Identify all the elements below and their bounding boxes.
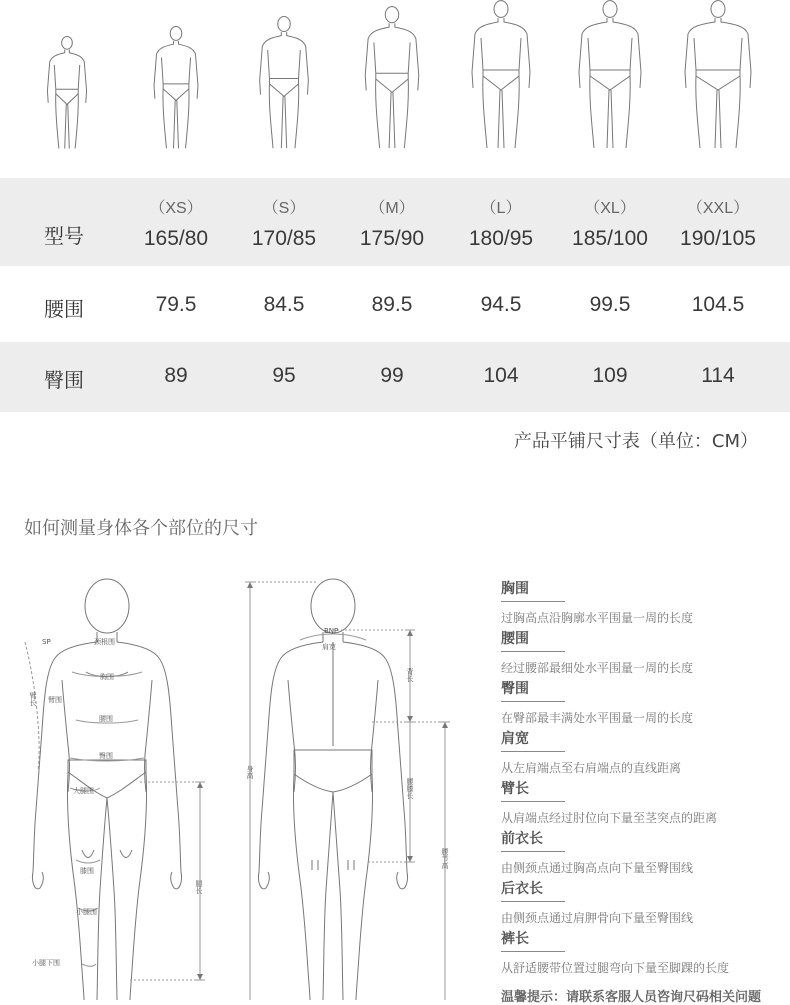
size-model: 165/80 <box>143 227 209 250</box>
definition-text: 从左肩端点至右肩端点的直线距离 <box>501 761 682 775</box>
definition-term: 肩宽 <box>501 728 565 752</box>
label-shoulder-width: 肩宽 <box>322 643 336 651</box>
waist-value: 84.5 <box>263 293 305 316</box>
definition-term: 后衣长 <box>501 878 565 902</box>
definition-term: 臀围 <box>501 678 565 702</box>
waist-value: 99.5 <box>589 293 631 316</box>
label-chest: 胸围 <box>100 673 114 681</box>
size-model: 175/90 <box>359 227 425 250</box>
definition-item <box>501 878 790 928</box>
sizing-tip: 温馨提示：请联系客服人员咨询尺码相关问题 <box>501 990 762 1005</box>
model-row-label: 型号 <box>44 224 84 248</box>
size-figure-outline <box>154 26 198 148</box>
label-back-length: 背长 <box>406 668 414 682</box>
waist-value: 89.5 <box>371 293 413 316</box>
size-cell-xs <box>121 195 231 251</box>
size-cell-xxl <box>663 195 773 251</box>
size-figure <box>579 1 641 148</box>
size-code: （L） <box>480 200 522 217</box>
definition-item <box>501 828 790 878</box>
model-row <box>0 178 790 266</box>
definition-term: 裤长 <box>501 928 565 952</box>
waist-value: 104.5 <box>691 293 745 316</box>
definition-term: 臂长 <box>501 778 565 802</box>
definition-text: 从舒适腰带位置过腿弯向下量至脚踝的长度 <box>501 961 730 975</box>
size-figure-outline <box>579 1 641 148</box>
table-unit-note: 产品平铺尺寸表（单位：CM） <box>513 431 758 452</box>
size-model: 185/100 <box>572 227 648 250</box>
size-code: （XS） <box>149 200 203 217</box>
size-figure <box>260 17 309 149</box>
size-code: （S） <box>262 200 306 217</box>
size-code: （XXL） <box>686 200 750 217</box>
definition-text: 过胸高点沿胸廓水平围量一周的长度 <box>501 611 694 625</box>
label-sp: SP <box>42 638 51 646</box>
hip-value: 95 <box>272 364 296 387</box>
size-cell-xl <box>555 195 665 251</box>
waist-value: 79.5 <box>155 293 197 316</box>
hip-value: 109 <box>592 364 628 387</box>
measurement-diagram <box>0 560 480 1000</box>
size-model: 190/105 <box>680 227 756 250</box>
measurement-definitions <box>501 578 790 978</box>
definition-text: 由侧颈点通过胸高点向下量至臀围线 <box>501 861 694 875</box>
label-waist-height: 腰节高 <box>441 848 449 869</box>
label-bnp: BNP <box>324 627 339 635</box>
definition-item <box>501 928 790 978</box>
hip-row-label: 臀围 <box>44 368 84 392</box>
label-calf: 小腿围 <box>76 908 97 916</box>
hip-value: 99 <box>380 364 404 387</box>
definition-item <box>501 728 790 778</box>
definition-item <box>501 628 790 678</box>
waist-value: 94.5 <box>480 293 522 316</box>
size-cell-s <box>229 195 339 251</box>
label-neck-base: 颈根围 <box>94 638 115 646</box>
size-model: 170/85 <box>251 227 317 250</box>
size-model: 180/95 <box>468 227 534 250</box>
size-figure <box>154 26 198 148</box>
label-waist-to-knee: 腰膝长 <box>406 778 414 799</box>
label-leg-length: 腿长 <box>195 880 203 894</box>
label-ankle: 小腿下围 <box>32 959 60 967</box>
size-figures-row <box>0 0 790 178</box>
size-figure-outline <box>365 7 419 149</box>
size-figure <box>472 1 530 148</box>
size-cell-m <box>337 195 447 251</box>
size-figure-outline <box>685 1 751 148</box>
size-figure-outline <box>47 36 86 148</box>
definition-text: 经过腰部最细处水平围量一周的长度 <box>501 661 694 675</box>
label-thigh: 大腿围 <box>73 787 94 795</box>
label-arm-length: 臂长 <box>29 692 37 706</box>
definition-term: 胸围 <box>501 578 565 602</box>
definition-text: 从肩端点经过肘位向下量至茎突点的距离 <box>501 811 718 825</box>
definition-item <box>501 678 790 728</box>
size-figure-outline <box>472 1 530 148</box>
definition-term: 腰围 <box>501 628 565 652</box>
size-table <box>0 178 790 412</box>
size-code: （XL） <box>584 200 636 217</box>
label-waist: 腰围 <box>99 715 113 723</box>
label-body-height: 身高 <box>246 765 254 779</box>
waist-row-label: 腰围 <box>44 297 84 321</box>
label-hip: 臀围 <box>99 752 113 760</box>
definition-term: 前衣长 <box>501 828 565 852</box>
size-figures-illustration <box>0 0 790 178</box>
size-cell-l <box>446 195 556 251</box>
label-armhole: 臂围 <box>48 696 62 704</box>
definition-text: 由侧颈点通过肩胛骨向下量至臀围线 <box>501 911 694 925</box>
hip-value: 89 <box>164 364 188 387</box>
definition-item <box>501 778 790 828</box>
hip-value: 104 <box>483 364 519 387</box>
waist-row <box>0 266 790 342</box>
how-to-measure-heading: 如何测量身体各个部位的尺寸 <box>24 518 258 539</box>
size-figure <box>47 36 86 148</box>
size-figure <box>685 1 751 148</box>
size-figure <box>365 7 419 149</box>
hip-row <box>0 342 790 412</box>
definition-item <box>501 578 790 628</box>
size-code: （M） <box>369 200 415 217</box>
label-knee: 膝围 <box>80 867 94 875</box>
definition-text: 在臀部最丰满处水平围量一周的长度 <box>501 711 694 725</box>
hip-value: 114 <box>701 364 735 387</box>
size-figure-outline <box>260 17 309 149</box>
